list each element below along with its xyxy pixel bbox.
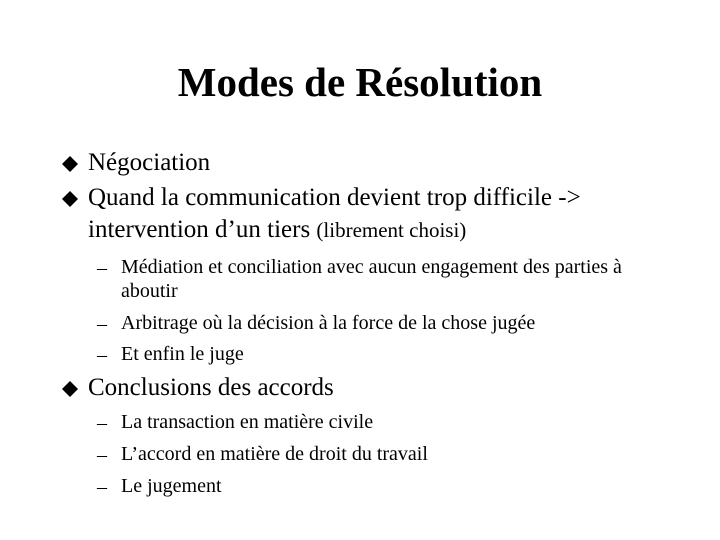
sub-bullet-text: La transaction en matière civile	[121, 411, 374, 433]
bullet-item	[62, 372, 688, 404]
sub-bullet-text: L’accord en matière de droit du travail	[121, 443, 428, 465]
diamond-bullet-icon	[62, 191, 78, 207]
dash-marker: –	[97, 412, 107, 434]
sub-bullet-item	[97, 442, 661, 468]
dash-marker: –	[97, 344, 107, 366]
sub-bullet-text: Et enfin le juge	[121, 343, 244, 365]
sub-bullet-item	[97, 342, 661, 368]
diamond-bullet-icon	[62, 156, 78, 172]
bullet-main-text: Quand la communication devient trop difficile -> intervention d’un tiers	[88, 184, 581, 243]
bullet-text: Négociation	[88, 149, 211, 176]
dash-marker: –	[97, 313, 107, 335]
bullet-suffix-text: (librement choisi)	[316, 218, 467, 242]
bullet-text	[88, 182, 688, 246]
dash-marker: –	[97, 476, 107, 498]
dash-marker: –	[97, 444, 107, 466]
bullet-item	[62, 147, 688, 179]
sub-bullet-item	[97, 255, 661, 303]
slide-title: Modes de Résolution	[177, 59, 543, 105]
sub-bullet-item	[97, 474, 661, 500]
bullet-item	[62, 182, 688, 246]
sub-bullet-text: Le jugement	[121, 475, 222, 497]
dash-marker: –	[97, 257, 107, 279]
sub-bullet-text: Arbitrage où la décision à la force de la chose jugée	[121, 312, 536, 334]
bullet-text: Conclusions des accords	[88, 374, 334, 401]
sub-bullet-item	[97, 311, 661, 337]
sub-bullet-text: Médiation et conciliation avec aucun engagement des parties à aboutir	[121, 256, 622, 302]
sub-bullet-item	[97, 410, 661, 436]
diamond-bullet-icon	[62, 381, 78, 397]
